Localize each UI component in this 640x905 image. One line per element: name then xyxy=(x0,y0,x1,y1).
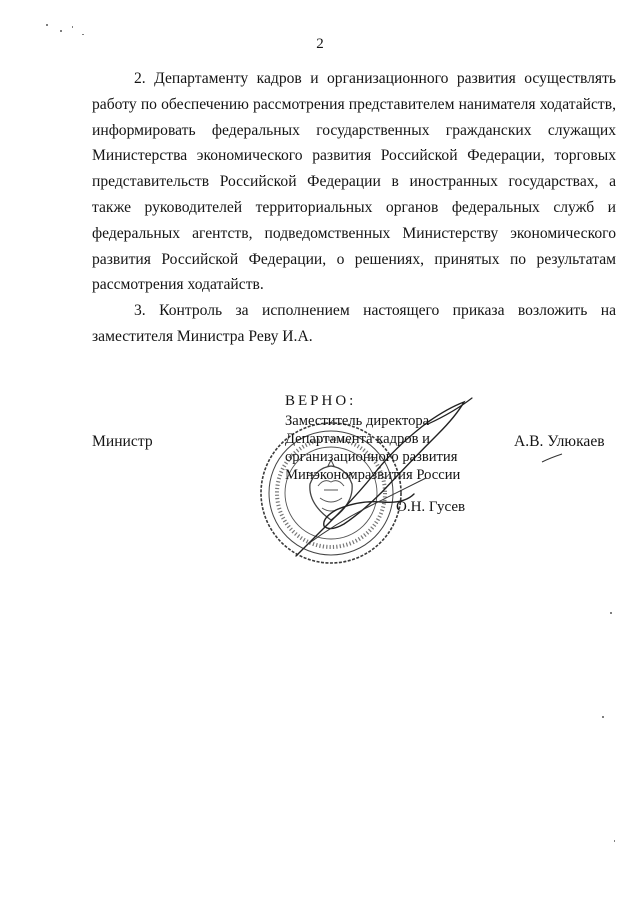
scan-speck xyxy=(72,26,73,28)
signature-block xyxy=(0,380,640,570)
certifier-position-line-3: организационного развития xyxy=(285,449,458,465)
scan-speck xyxy=(46,24,48,26)
scan-speck xyxy=(610,612,612,614)
minister-name: А.В. Улюкаев xyxy=(514,433,605,450)
certifier-position-line-1: Заместитель директора xyxy=(285,413,430,429)
certification-mark: ВЕРНО: xyxy=(285,393,357,409)
paragraph-3: 3. Контроль за исполнением настоящего приказа возложить на заместителя Министра Реву И.А. xyxy=(92,302,616,345)
minister-title: Министр xyxy=(92,433,153,450)
scan-speck xyxy=(60,30,62,32)
page-number: 2 xyxy=(316,36,324,52)
paragraph-2: 2. Департаменту кадров и организационного развития осуществлять работу по обеспечению рассмотрения представителем нанимателя ходатайств, информировать федеральных государственных гражданских служащих Министерства экономического развития Российской Федерации, торговых представительств Российской Федерации в иностранных государствах, а также руководителей территориальных органов федеральных служб и федеральных агентств, подведомственных Министерству экономического развития Российской Федерации, о решениях, принятых по результатам рассмотрения ходатайств. xyxy=(92,70,616,294)
certifier-name: О.Н. Гусев xyxy=(396,499,466,515)
certifier-position-line-2: Департамента кадров и xyxy=(285,431,430,447)
scan-speck xyxy=(614,840,615,842)
scan-speck xyxy=(82,34,84,35)
certifier-position-line-4: Минэкономразвития России xyxy=(285,467,461,483)
scan-speck xyxy=(602,716,604,718)
signature-mark xyxy=(540,452,564,464)
